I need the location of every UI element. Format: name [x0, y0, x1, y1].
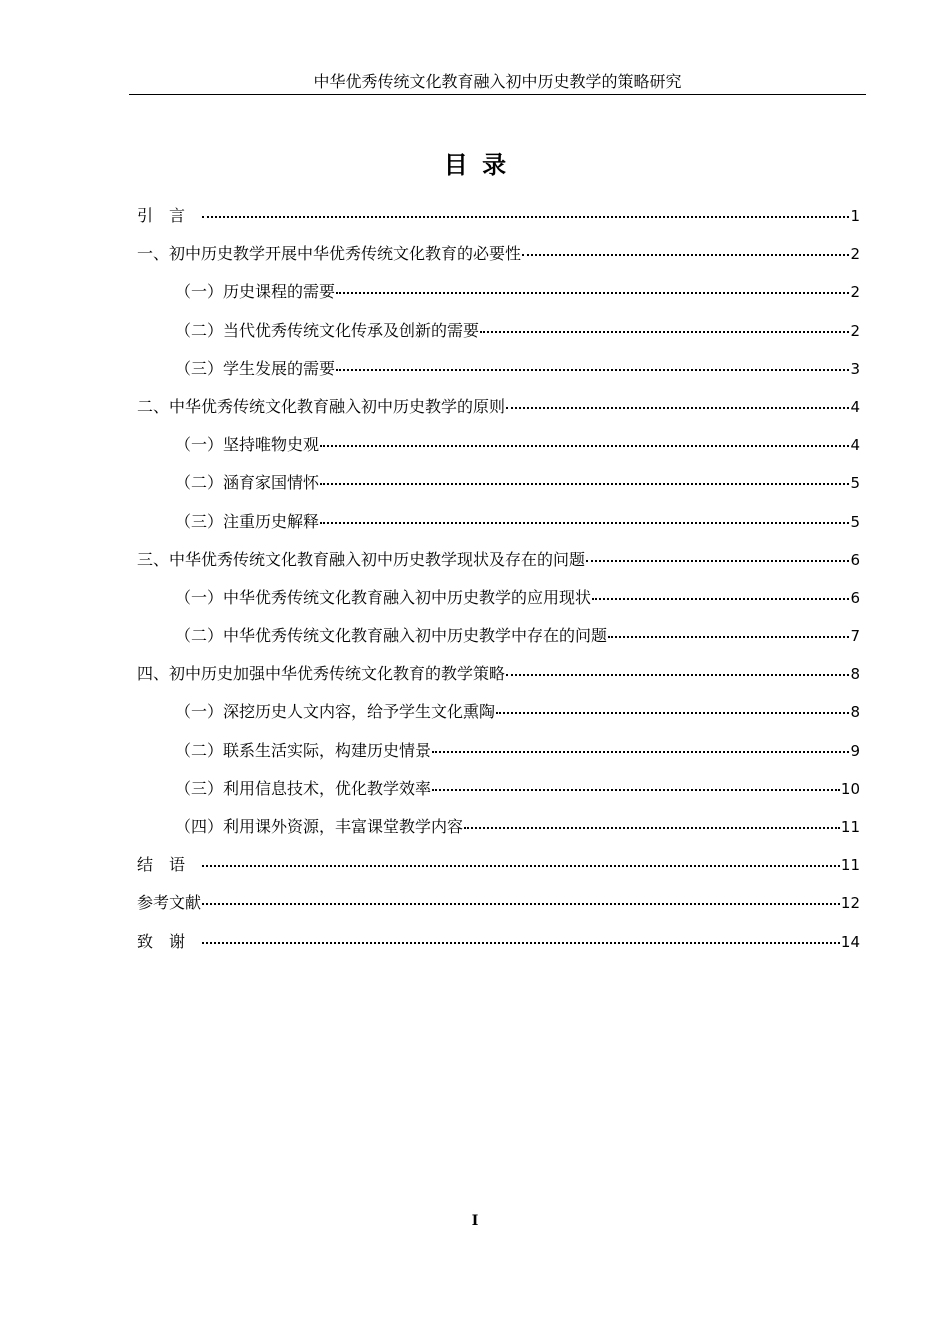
toc-entry-label: （二）涵育家国情怀 — [175, 473, 320, 493]
toc-entry-page: 2 — [850, 245, 860, 264]
toc-entry-label: 四、初中历史加强中华优秀传统文化教育的教学策略 — [137, 664, 506, 684]
toc-dot-leader — [202, 865, 840, 867]
toc-dot-leader — [202, 942, 840, 944]
toc-entry-label: 一、初中历史教学开展中华优秀传统文化教育的必要性 — [137, 244, 522, 264]
toc-entry-page: 6 — [850, 550, 860, 569]
toc-entry-page: 3 — [850, 359, 860, 378]
toc-entry[interactable] — [137, 852, 860, 890]
toc-entry[interactable] — [137, 547, 860, 585]
toc-entry-page: 11 — [840, 856, 860, 875]
toc-entry-label: （一）中华优秀传统文化教育融入初中历史教学的应用现状 — [175, 587, 592, 607]
toc-dot-leader — [480, 331, 849, 333]
toc-entry-label: （二）中华优秀传统文化教育融入初中历史教学中存在的问题 — [175, 626, 608, 646]
toc-dot-leader — [506, 674, 849, 676]
toc-entry-page: 9 — [850, 741, 860, 760]
toc-entry-label: 结语 — [137, 855, 202, 875]
toc-entry-label: （二）当代优秀传统文化传承及创新的需要 — [175, 320, 480, 340]
toc-entry[interactable] — [137, 394, 860, 432]
toc-entry[interactable] — [137, 890, 860, 928]
toc-entry[interactable] — [137, 203, 860, 241]
toc-entry-label: （一）坚持唯物史观 — [175, 435, 320, 455]
header-rule — [129, 94, 866, 95]
toc-entry-label: 引言 — [137, 206, 202, 225]
toc-dot-leader — [320, 522, 849, 524]
toc-entry-page: 8 — [850, 703, 860, 722]
toc-dot-leader — [320, 445, 849, 447]
toc-entry-page: 4 — [850, 397, 860, 416]
toc-entry[interactable] — [137, 318, 860, 356]
toc-title: 目录 — [443, 150, 521, 179]
toc-entry[interactable] — [137, 661, 860, 699]
toc-entry[interactable] — [137, 470, 860, 508]
toc-entry-page: 6 — [850, 588, 860, 607]
toc-entry-label: 三、中华优秀传统文化教育融入初中历史教学现状及存在的问题 — [137, 549, 586, 569]
toc-dot-leader — [432, 789, 840, 791]
toc-entry[interactable] — [137, 699, 860, 737]
toc-entry-page: 4 — [850, 436, 860, 455]
toc-entry-page: 2 — [850, 321, 860, 340]
toc-entry-label: （一）历史课程的需要 — [175, 282, 336, 302]
toc-entry[interactable] — [137, 814, 860, 852]
toc-entry-page: 12 — [840, 894, 860, 913]
toc-dot-leader — [592, 598, 849, 600]
toc-entry-page: 5 — [850, 512, 860, 531]
toc-entry-label: （四）利用课外资源，丰富课堂教学内容 — [175, 817, 464, 836]
toc-entry-page: 10 — [840, 779, 860, 798]
toc-entry-label: （三）利用信息技术，优化教学效率 — [175, 778, 432, 798]
toc-entry-page: 2 — [850, 283, 860, 302]
toc-entry-label: （一）深挖历史人文内容，给予学生文化熏陶 — [175, 702, 496, 722]
toc-entry[interactable] — [137, 279, 860, 317]
toc-entry[interactable] — [137, 432, 860, 470]
toc-dot-leader — [506, 407, 849, 409]
toc-entry-label: 致谢 — [137, 931, 202, 951]
toc-entry-page: 7 — [850, 627, 860, 646]
toc-entry-page: 11 — [840, 818, 860, 836]
running-header: 中华优秀传统文化教育融入初中历史教学的策略研究 — [313, 72, 682, 91]
toc-dot-leader — [320, 483, 849, 485]
toc-entry[interactable] — [137, 623, 860, 661]
toc-entry[interactable] — [137, 509, 860, 547]
toc-dot-leader — [336, 292, 849, 294]
toc-dot-leader — [202, 216, 849, 218]
page-number: I — [471, 1213, 479, 1229]
toc-entry-page: 8 — [850, 665, 860, 684]
toc-dot-leader — [202, 903, 840, 905]
toc-dot-leader — [432, 751, 849, 753]
toc-dot-leader — [496, 712, 849, 714]
toc-entry-label: 二、中华优秀传统文化教育融入初中历史教学的原则 — [137, 396, 506, 416]
toc-entry-label: （三）学生发展的需要 — [175, 358, 336, 378]
table-of-contents — [137, 203, 860, 967]
toc-dot-leader — [522, 254, 849, 256]
toc-entry-label: （二）联系生活实际，构建历史情景 — [175, 740, 432, 760]
toc-entry[interactable] — [137, 738, 860, 776]
toc-entry-page: 5 — [850, 474, 860, 493]
toc-dot-leader — [464, 827, 840, 829]
toc-entry-label: （三）注重历史解释 — [175, 511, 320, 531]
toc-entry-label: 参考文献 — [137, 893, 202, 913]
toc-entry[interactable] — [137, 241, 860, 279]
toc-entry[interactable] — [137, 585, 860, 623]
toc-entry-page: 14 — [840, 932, 860, 951]
toc-entry-page: 1 — [850, 207, 860, 225]
toc-dot-leader — [608, 636, 849, 638]
toc-entry[interactable] — [137, 356, 860, 394]
toc-dot-leader — [336, 369, 849, 371]
toc-dot-leader — [586, 560, 849, 562]
toc-entry[interactable] — [137, 776, 860, 814]
toc-entry[interactable] — [137, 929, 860, 967]
